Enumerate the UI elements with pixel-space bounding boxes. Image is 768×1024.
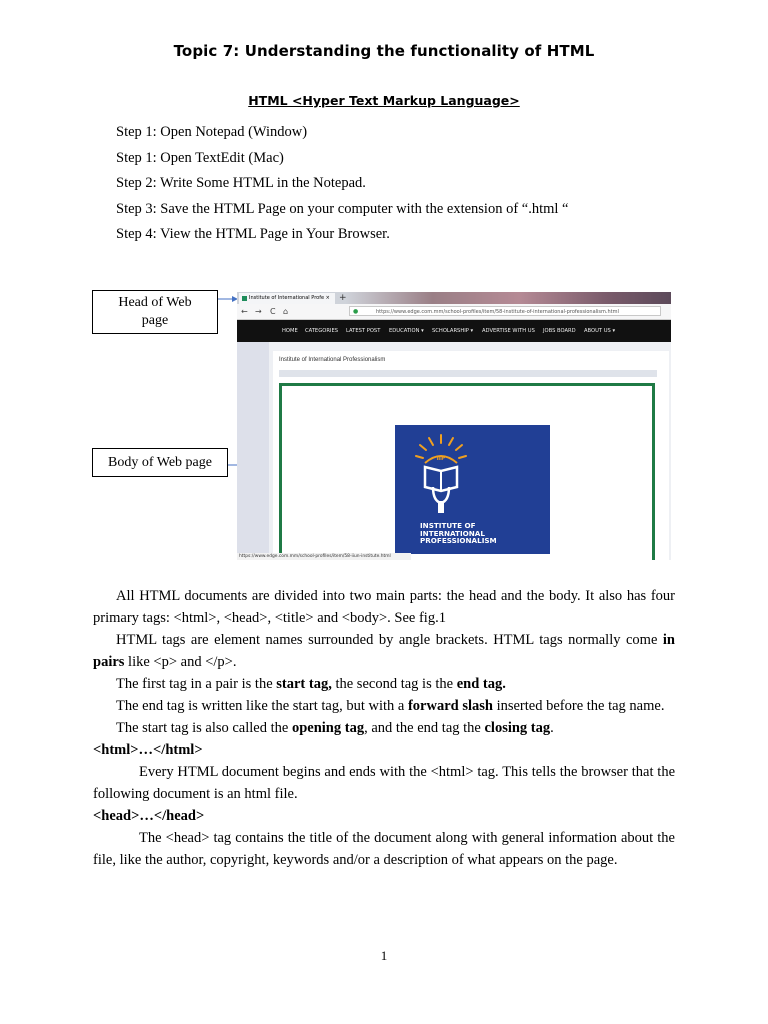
step-4: Step 4: View the HTML Page in Your Browser. [116,226,390,242]
status-bar-url: https://www.edge.com.mm/school-profiles/item/58-iiun-institute.html [237,553,411,560]
menu-item-education: EDUCATION ▾ [389,328,424,334]
p2-text-a: HTML tags are element names surrounded by angle brackets. HTML tags normally come [116,632,663,648]
logo-text [420,522,497,545]
menu-item-latest-post: LATEST POST [346,328,381,334]
p3-bold-end: end tag. [456,676,506,692]
page-title: Topic 7: Understanding the functionality of HTML [173,42,595,60]
paragraph-head-tag: The <head> tag contains the title of the document along with general information about the file, like the author, copyright, keywords and/or a description of what appears on the page. [93,830,675,868]
lock-icon: ● [353,308,359,315]
step-3: Step 3: Save the HTML Page on your computer with the extension of “.html “ [116,201,569,217]
heading-html-text: <html>…</html> [93,742,203,758]
address-url: https://www.edge.com.mm/school-profiles/item/58-institute-of-international-professionalism.html [376,309,619,315]
step-1-windows: Step 1: Open Notepad (Window) [116,124,308,140]
head-label-line1: Head of Web [118,295,192,310]
p3-bold-start: start tag, [276,676,332,692]
step-1-mac: Step 1: Open TextEdit (Mac) [116,150,284,166]
paragraph-start-end [93,673,675,695]
forward-icon: → [255,307,262,316]
browser-tab-title: Institute of International Profe × [249,295,330,301]
p5-text-c: , and the end tag the [364,720,485,736]
p5-text-a: The start tag is also called the [116,720,292,736]
body-of-web-page-label: Body of Web page [92,448,228,477]
menu-item-jobs-board: JOBS BOARD [543,328,576,334]
content-divider-bar [279,370,657,377]
p3-text-a: The first tag in a pair is the [116,676,277,692]
head-label-line2: page [141,313,169,328]
menu-item-scholarship: SCHOLARSHIP ▾ [432,328,474,334]
screenshot-page-heading: Institute of International Professionalism [279,357,386,363]
paragraph-forward-slash [93,695,675,717]
page-left-strip [237,342,269,560]
menu-item-home: HOME [282,328,298,334]
paragraph-html-tag: Every HTML document begins and ends with the <html> tag. This tells the browser that the following document is an html file. [93,764,675,802]
p5-bold-closing: closing tag [484,720,551,736]
p5-bold-opening: opening tag [291,720,365,736]
heading-html-tag [93,739,675,761]
heading-head-tag [93,805,675,827]
menu-item-about-us: ABOUT US ▾ [584,328,616,334]
reload-icon: C [270,307,276,316]
browser-url-bar [237,304,671,320]
menu-item-categories: CATEGORIES [305,328,339,334]
browser-tab [239,293,335,304]
new-tab-icon: + [339,293,347,303]
p5-text-e: . [550,720,554,736]
page-number: 1 [380,948,388,963]
logo-line-1: INSTITUTE OF [420,521,476,530]
logo-line-2: INTERNATIONAL [420,528,485,538]
p4-bold: forward slash [407,698,493,714]
book-tree-icon [395,425,550,525]
heading-head-text: <head>…</head> [93,808,205,824]
browser-tab-bar [237,292,671,304]
p2-text-c: like <p> and </p>. [124,654,237,670]
subtitle-text: HTML <Hyper Text Markup Language> [248,93,520,108]
p3-text-c: the second tag is the [331,676,457,692]
favicon-icon [242,296,247,301]
p2-bold: in pairs [93,632,675,670]
paragraph-opening-closing [93,717,675,739]
body-text [93,585,675,871]
step-2: Step 2: Write Some HTML in the Notepad. [116,175,366,191]
site-menu-bar [237,320,671,342]
home-icon: ⌂ [283,307,289,316]
iip-logo [395,425,550,554]
menu-item-advertise: ADVERTISE WITH US [482,328,535,334]
paragraph-divisions: All HTML documents are divided into two main parts: the head and the body. It also has four primary tags: <html>, <head>, <title> and <body>. See fig.1 [93,588,675,626]
back-icon: ← [241,307,248,316]
logo-line-3: PROFESSIONALISM [420,536,497,545]
address-field [349,306,661,316]
p4-text-c: inserted before the tag name. [492,698,665,714]
paragraph-tags-pairs [93,629,675,673]
browser-screenshot [237,292,671,560]
logo-abbrev: IIP [436,455,446,462]
p4-text-a: The end tag is written like the start tag, but with a [116,698,408,714]
